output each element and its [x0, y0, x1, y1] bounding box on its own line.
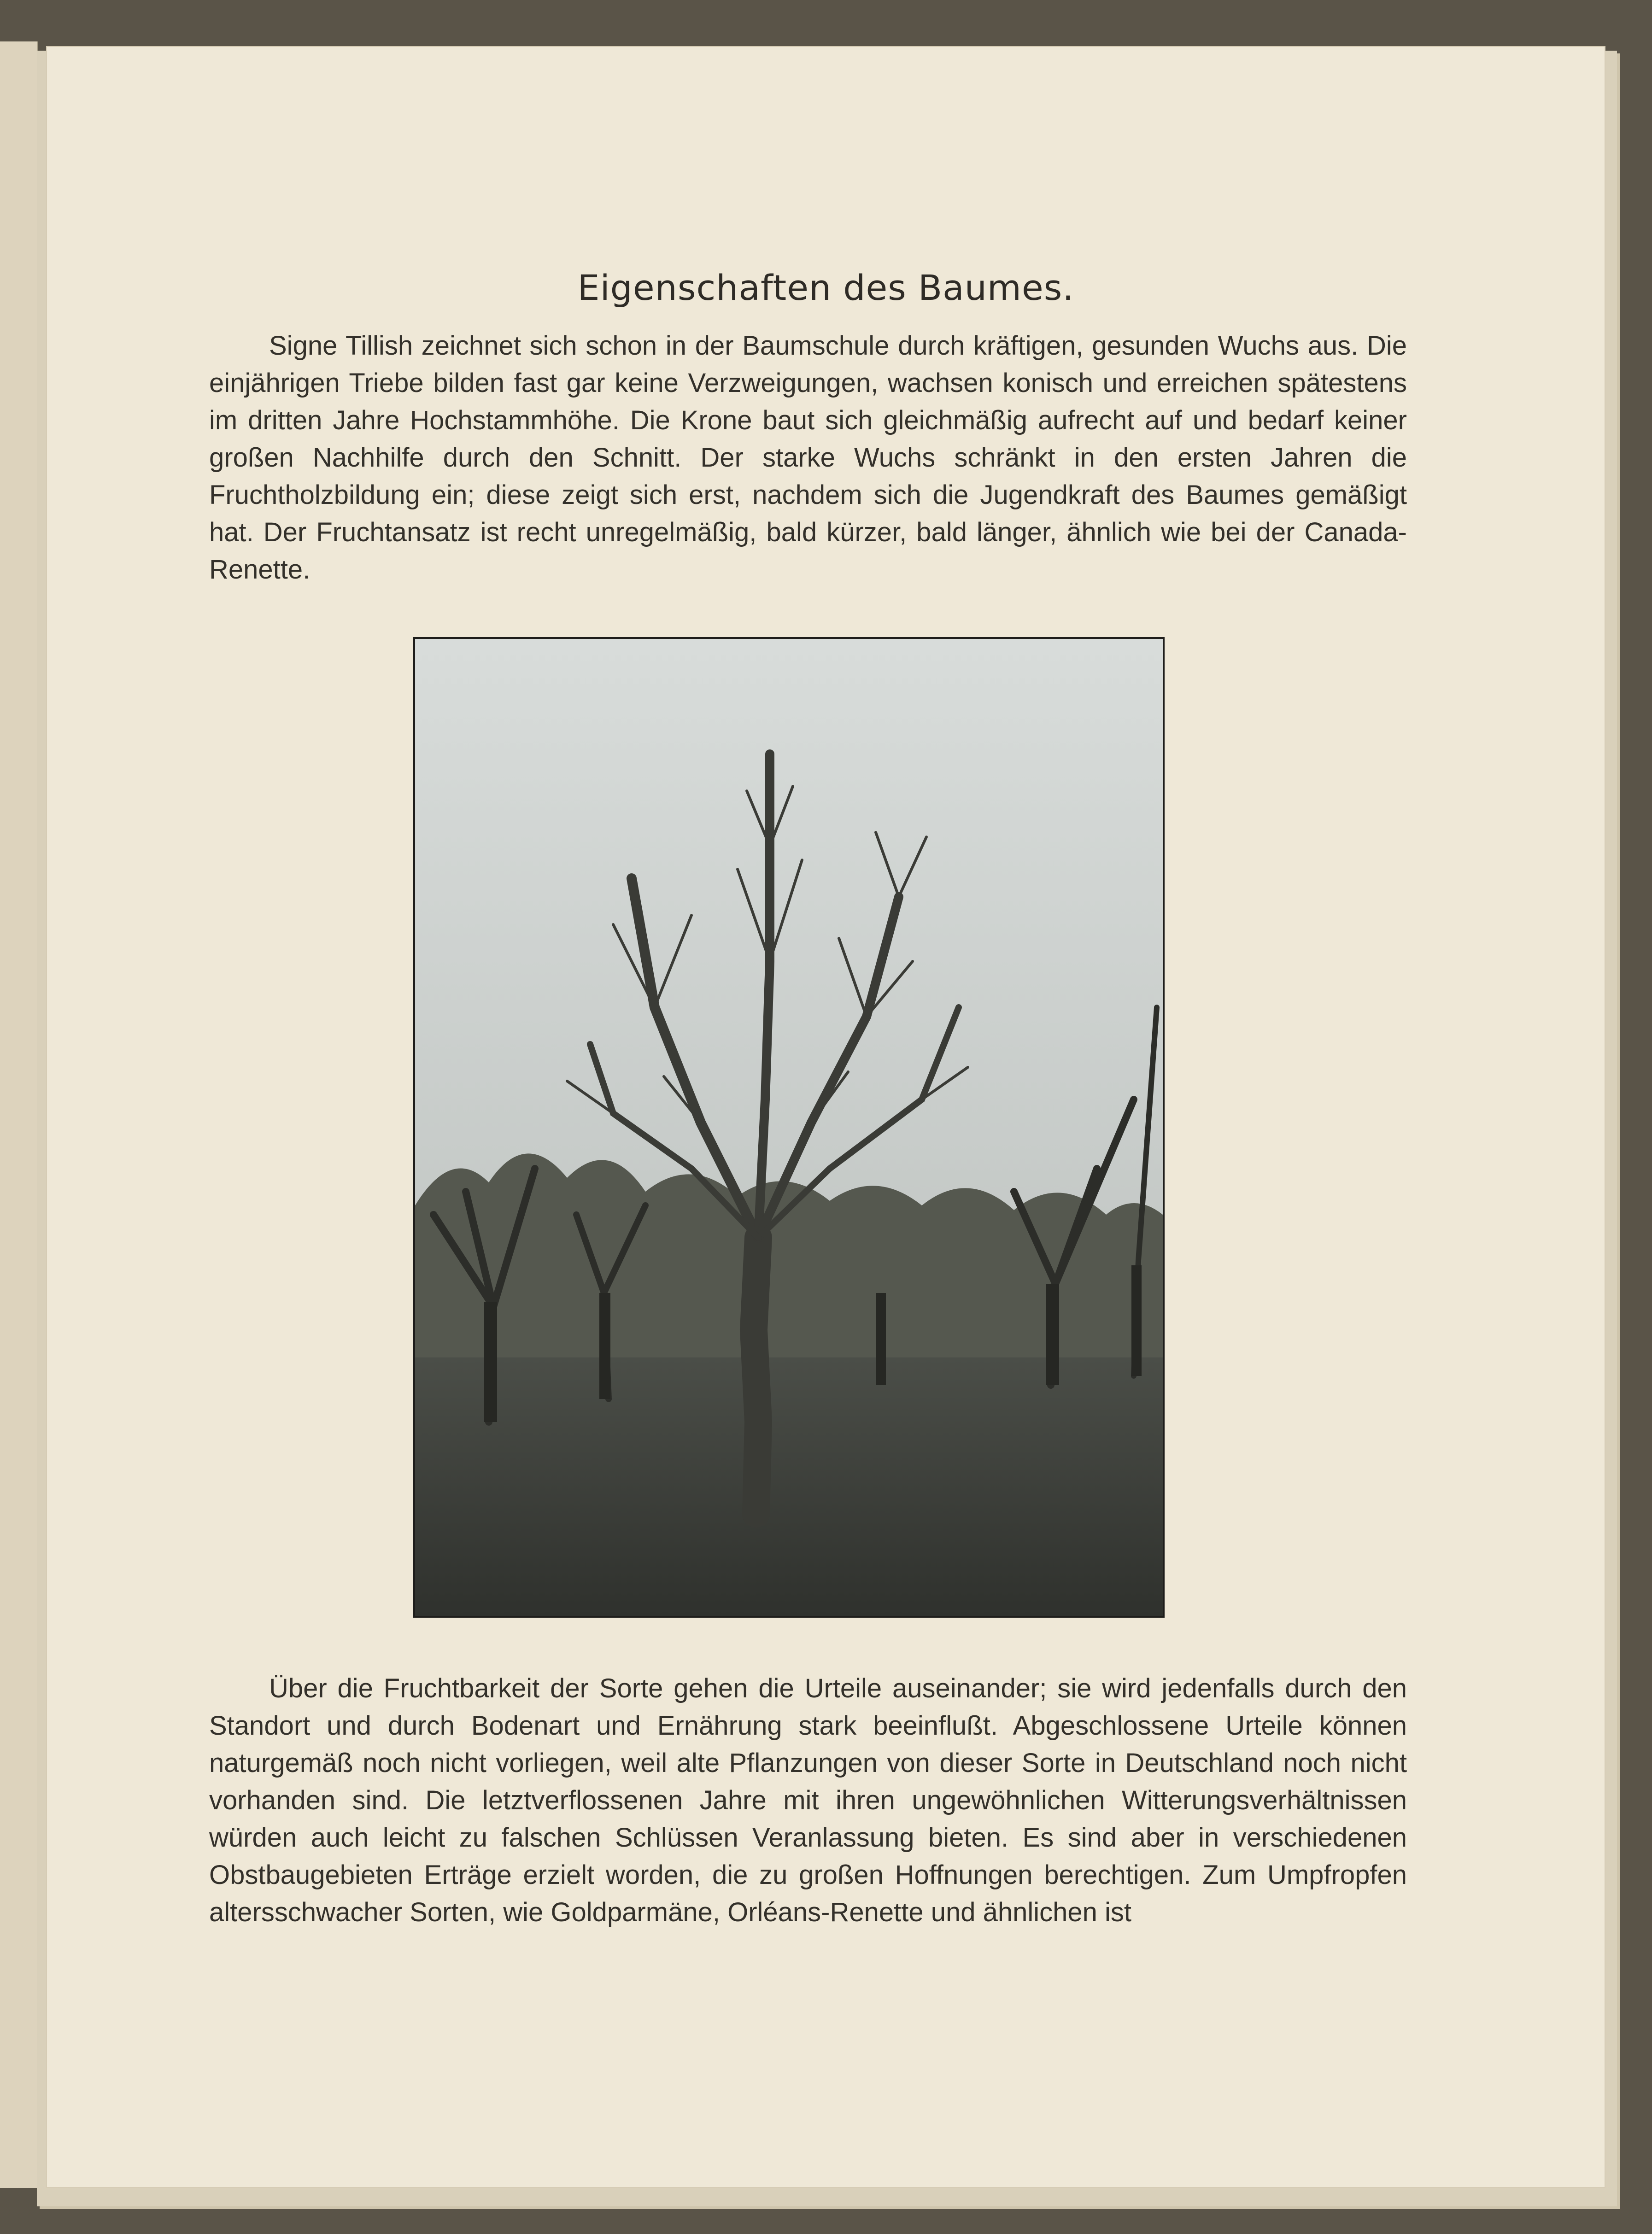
tree-photo-illustration — [415, 639, 1163, 1616]
left-page-edge — [0, 41, 38, 2188]
paragraph-fertility: Über die Fruchtbarkeit der Sorte gehen die Urteile auseinander; sie wird jedenfalls durch den Standort und durch Bodenart und Ernährung stark beeinflußt. Abgeschlossene Urteile können naturgemäß noch nicht vorliegen, weil alte Pflanzungen von dieser Sorte in Deutschland noch nicht vorhanden sind. Die letztverflossenen Jahre mit ihren ungewöhnlichen Witterungsverhältnissen würden auch leicht zu falschen Schlüssen Veranlassung bieten. Es sind aber in verschiedenen Obstbaugebieten Erträge erzielt worden, die zu großen Hoffnungen berechtigen. Zum Umpfropfen altersschwacher Sorten, wie Goldparmäne, Orléans-Renette und ähnlichen ist — [209, 1673, 1407, 1927]
orchard-ground — [415, 1357, 1163, 1616]
tree-photograph — [413, 637, 1165, 1618]
section-heading: Eigenschaften des Baumes. — [577, 267, 1074, 308]
paragraph-tree-properties: Signe Tillish zeichnet sich schon in der Baumschule durch kräftigen, gesunden Wuchs aus. Die einjährigen Triebe bilden fast gar keine Verzweigungen, wachsen konisch und erreichen spätestens im dritten Jahre Hochstammhöhe. Die Krone baut sich gleichmäßig aufrecht auf und bedarf keiner großen Nachhilfe durch den Schnitt. Der starke Wuchs schränkt in den ersten Jahren die Fruchtholzbildung ein; diese zeigt sich erst, nachdem sich die Jugendkraft des Baumes gemäßigt hat. Der Fruchtansatz ist recht unregelmäßig, bald kürzer, bald länger, ähnlich wie bei der Canada-Renette. — [209, 331, 1407, 585]
book-page — [46, 46, 1605, 2188]
